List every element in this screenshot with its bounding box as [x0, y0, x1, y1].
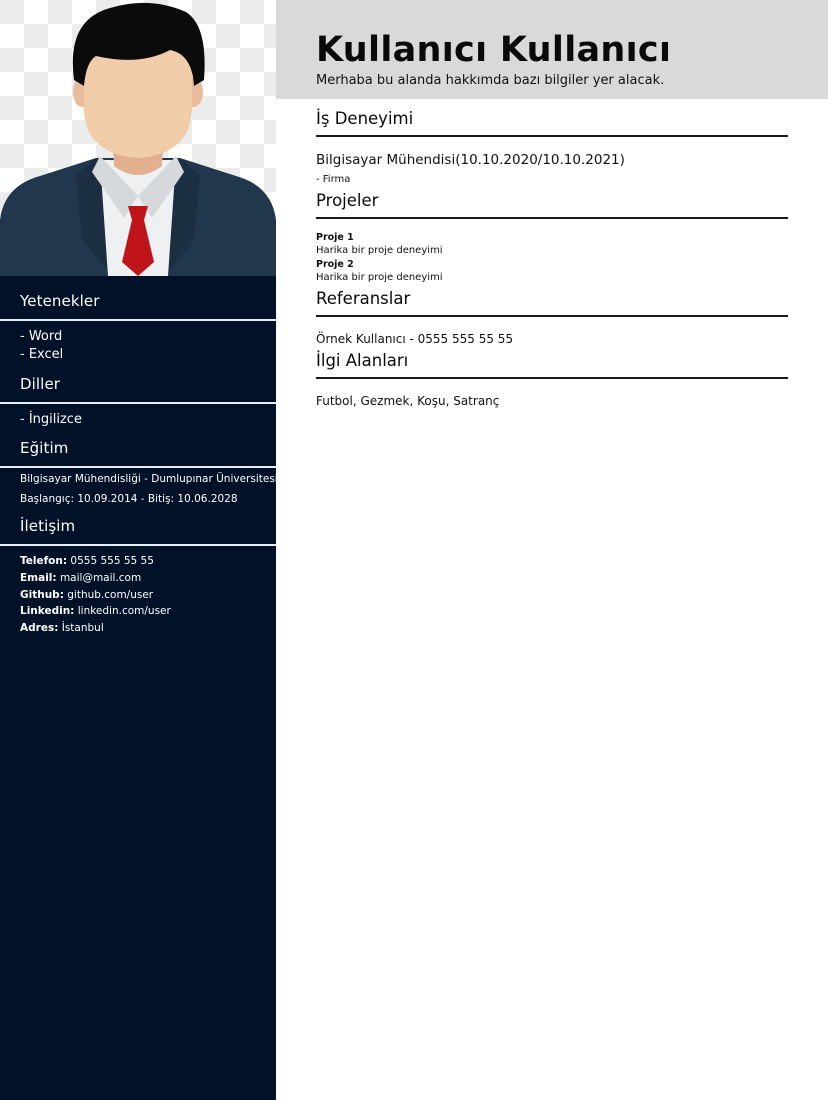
- education-dates: Başlangıç: 10.09.2014 - Bitiş: 10.06.2028: [20, 493, 238, 505]
- contact-linkedin: [20, 605, 171, 617]
- education-divider: [0, 466, 276, 468]
- contact-github-label: Github:: [20, 589, 64, 601]
- projects-title: Projeler: [316, 191, 379, 210]
- projects-divider: [316, 217, 788, 219]
- header: [276, 0, 828, 99]
- full-name: Kullanıcı Kullanıcı: [316, 30, 672, 70]
- experience-company: - Firma: [316, 174, 351, 185]
- skill-item: - Excel: [20, 347, 64, 362]
- project-desc: Harika bir proje deneyimi: [316, 272, 443, 283]
- experience-role: Bilgisayar Mühendisi(10.10.2020/10.10.2021): [316, 152, 625, 168]
- contact-email: [20, 572, 141, 584]
- experience-title: İş Deneyimi: [316, 109, 414, 128]
- contact-address-value: İstanbul: [61, 622, 104, 634]
- interests-title: İlgi Alanları: [316, 351, 409, 370]
- language-item: - İngilizce: [20, 412, 82, 427]
- about-text: Merhaba bu alanda hakkımda bazı bilgiler yer alacak.: [316, 73, 665, 88]
- contact-linkedin-value[interactable]: linkedin.com/user: [77, 605, 171, 617]
- references-title: Referanslar: [316, 289, 411, 308]
- interests-text: Futbol, Gezmek, Koşu, Satranç: [316, 394, 500, 408]
- project-desc: Harika bir proje deneyimi: [316, 245, 443, 256]
- contact-email-value[interactable]: mail@mail.com: [59, 572, 142, 584]
- languages-divider: [0, 402, 276, 404]
- interests-divider: [316, 377, 788, 379]
- contact-github-value[interactable]: github.com/user: [67, 589, 154, 601]
- profile-photo: [0, 0, 276, 276]
- contact-github: [20, 589, 153, 601]
- education-title: Eğitim: [20, 439, 69, 457]
- contact-address-label: Adres:: [20, 622, 59, 634]
- contact-phone-value: 0555 555 55 55: [70, 555, 154, 567]
- project-name: Proje 2: [316, 259, 354, 270]
- avatar-illustration: [0, 0, 276, 276]
- contact-address: [20, 622, 104, 634]
- contact-phone: [20, 555, 154, 567]
- languages-title: Diller: [20, 375, 61, 393]
- project-name: Proje 1: [316, 232, 354, 243]
- skills-divider: [0, 319, 276, 321]
- skills-title: Yetenekler: [20, 292, 100, 310]
- sidebar: [0, 0, 276, 1100]
- contact-email-label: Email:: [20, 572, 57, 584]
- contact-linkedin-label: Linkedin:: [20, 605, 75, 617]
- references-text: Örnek Kullanıcı - 0555 555 55 55: [316, 332, 514, 346]
- skill-item: - Word: [20, 329, 63, 344]
- references-divider: [316, 315, 788, 317]
- contact-title: İletişim: [20, 517, 76, 535]
- contact-divider: [0, 544, 276, 546]
- education-school: Bilgisayar Mühendisliği - Dumlupınar Üniversitesi: [20, 473, 278, 485]
- contact-phone-label: Telefon:: [20, 555, 68, 567]
- experience-divider: [316, 135, 788, 137]
